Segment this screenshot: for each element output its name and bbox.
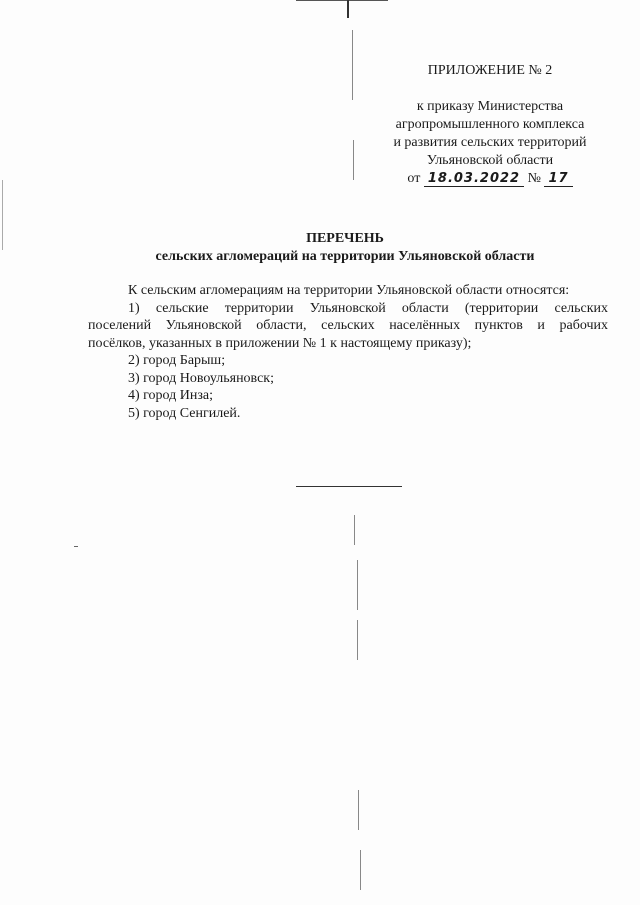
list-item-1-line: посёлков, указанных в приложении № 1 к настоящему приказу); (88, 335, 472, 351)
document-title (100, 230, 590, 266)
reference-line: к приказу Министерства (416, 99, 564, 114)
reference-line: и развития сельских территорий (393, 135, 587, 150)
reference-line: Ульяновской области (426, 153, 554, 168)
appendix-title: ПРИЛОЖЕНИЕ № 2 (427, 63, 553, 78)
scan-fold-mark (358, 790, 359, 830)
scan-fold-mark (357, 620, 358, 660)
scan-fold-mark (352, 30, 353, 100)
reference-line: агропромышленного комплекса (395, 117, 585, 132)
order-date-number (360, 170, 620, 188)
title-heading: ПЕРЕЧЕНЬ (306, 231, 384, 246)
scan-top-mark (347, 0, 349, 18)
scan-fold-mark (360, 850, 361, 890)
title-subheading: сельских агломераций на территории Ульяновской области (155, 249, 535, 264)
scan-left-edge (2, 180, 3, 250)
date-prefix: от (407, 171, 421, 186)
list-item: 4) город Инза; (128, 388, 214, 403)
scan-fold-mark (357, 560, 358, 610)
list-item-1-line: 1) сельские территории Ульяновской области (территории сельских (128, 300, 608, 316)
intro-paragraph: К сельским агломерациям на территории Ульяновской области относятся: (128, 283, 570, 298)
end-separator-line (296, 486, 402, 487)
list-item: 3) город Новоульяновск; (128, 370, 274, 386)
appendix-reference (360, 98, 620, 188)
scan-top-line (296, 0, 388, 1)
list-item: 5) город Сенгилей. (128, 405, 241, 421)
list-item-1-line: поселений Ульяновской области, сельских населённых пунктов и рабочих (88, 318, 608, 333)
order-date: 18.03.2022 (424, 171, 524, 187)
order-number: 17 (544, 171, 572, 187)
list-item: 2) город Барыш; (128, 353, 226, 368)
number-prefix: № (527, 171, 541, 186)
scan-fold-mark (354, 515, 355, 545)
document-body (88, 282, 608, 422)
scan-fold-mark (353, 140, 354, 180)
scan-tick-mark (74, 546, 78, 547)
